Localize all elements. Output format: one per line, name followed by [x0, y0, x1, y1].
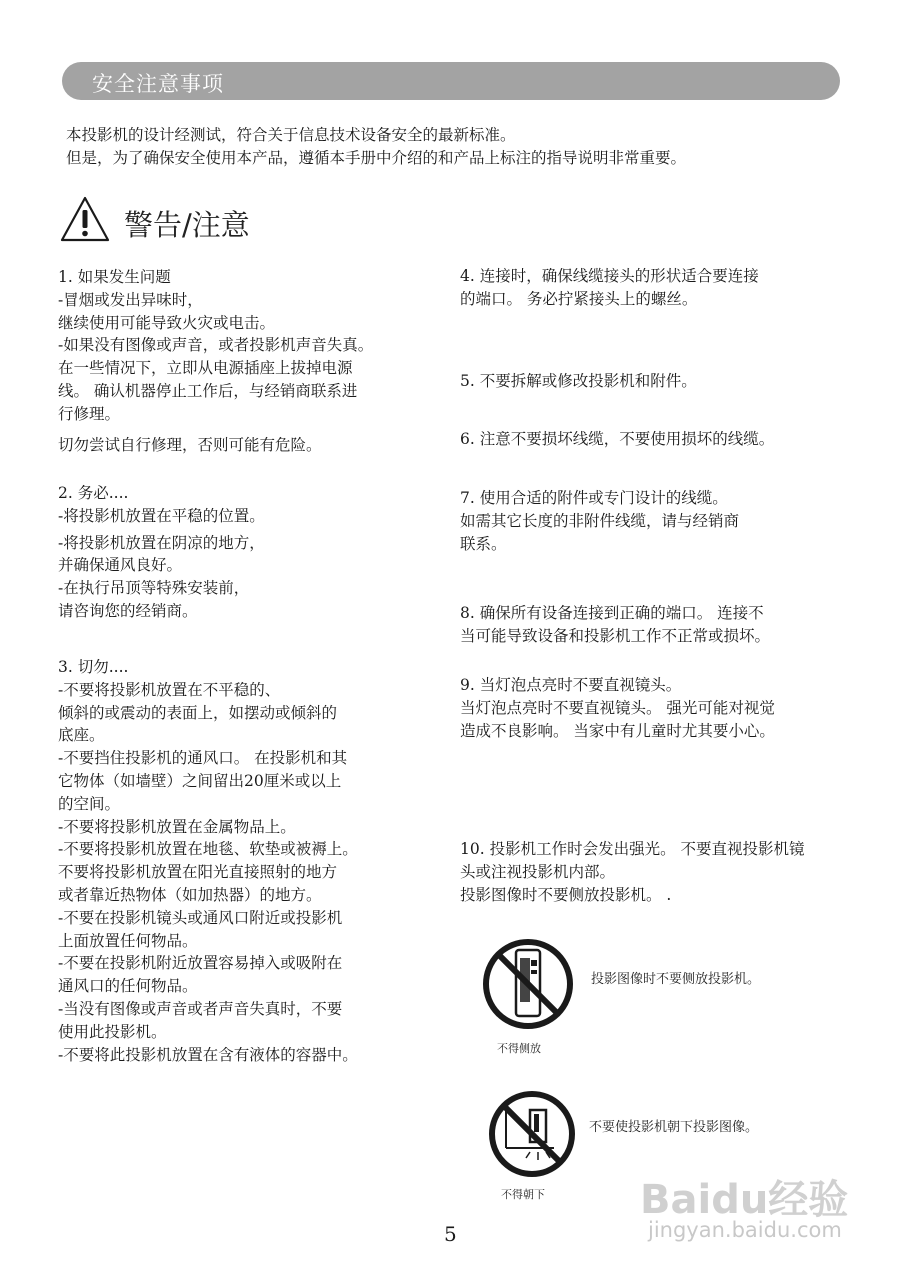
section-10	[460, 838, 805, 906]
intro-line: 但是，为了确保安全使用本产品，遵循本手册中介绍的和产品上标注的指导说明非常重要。	[66, 149, 687, 167]
text-line: 的空间。	[58, 794, 121, 813]
text-line: -如果没有图像或声音，或者投影机声音失真。	[58, 336, 374, 355]
text-line: 10. 投影机工作时会发出强光。 不要直视投影机镜	[460, 840, 805, 858]
figure-label: 不得侧放	[497, 1042, 541, 1055]
text-line: -不要将此投影机放置在含有液体的容器中。	[58, 1045, 358, 1064]
text-line: 使用此投影机。	[58, 1022, 167, 1041]
figure-caption: 不要使投影机朝下投影图像。	[589, 1120, 759, 1135]
text-line: 它物体（如墙壁）之间留出20厘米或以上	[58, 771, 342, 790]
text-line: -不要在投影机镜头或通风口附近或投影机	[58, 908, 343, 927]
text-line: 请咨询您的经销商。	[58, 601, 198, 620]
text-line: 线。 确认机器停止工作后，与经销商联系进	[58, 381, 358, 400]
text-line: 通风口的任何物品。	[58, 977, 198, 996]
warning-triangle-icon	[60, 196, 110, 242]
warning-title: 警告/注意	[124, 208, 250, 242]
text-line: -不要将投影机放置在金属物品上。	[58, 817, 296, 836]
text-line: 头或注视投影机内部。	[460, 862, 616, 881]
text-line: 并确保通风良好。	[58, 556, 183, 575]
figure-caption: 投影图像时不要侧放投影机。	[591, 972, 761, 987]
page-number: 5	[444, 1222, 457, 1246]
text-line: -不要挡住投影机的通风口。 在投影机和其	[58, 749, 348, 768]
text-line: 倾斜的或震动的表面上，如摆动或倾斜的	[58, 703, 338, 722]
text-line: 上面放置任何物品。	[58, 931, 198, 950]
text-line: 的端口。 务必拧紧接头上的螺丝。	[460, 289, 698, 308]
text-line: 底座。	[58, 726, 105, 745]
intro-line: 本投影机的设计经测试，符合关于信息技术设备安全的最新标准。	[66, 126, 516, 144]
text-line: 行修理。	[58, 404, 121, 423]
section-heading: 1. 如果发生问题	[58, 268, 171, 286]
text-line: 7. 使用合适的附件或专门设计的线缆。	[460, 489, 728, 507]
text-line: 4. 连接时，确保线缆接头的形状适合要连接	[460, 267, 759, 285]
section-3	[58, 656, 358, 1066]
text-line: -冒烟或发出异味时，	[58, 290, 203, 309]
text-line: 在一些情况下，立即从电源插座上拔掉电源	[58, 359, 353, 378]
section-4	[460, 265, 759, 311]
text-line: 当灯泡点亮时不要直视镜头。 强光可能对视觉	[460, 698, 775, 717]
text-line: 切勿尝试自行修理，否则可能有危险。	[58, 435, 322, 454]
text-line: 联系。	[460, 534, 507, 553]
section-heading: 2. 务必....	[58, 484, 129, 502]
section-5	[460, 370, 697, 393]
section-6	[460, 428, 774, 451]
no-downward-projection-icon	[486, 1088, 578, 1180]
section-heading: 3. 切勿....	[58, 658, 129, 676]
section-9	[460, 674, 775, 742]
text-line: -当没有图像或声音或者声音失真时，不要	[58, 999, 343, 1018]
text-line: 继续使用可能导致火灾或电击。	[58, 313, 276, 332]
text-line: -将投影机放置在平稳的位置。	[58, 506, 265, 525]
no-sideways-projector-icon	[480, 936, 576, 1032]
text-line: -不要在投影机附近放置容易掉入或吸附在	[58, 954, 343, 973]
text-line: 8. 确保所有设备连接到正确的端口。 连接不	[460, 604, 764, 622]
section-1	[58, 266, 373, 456]
intro-text	[66, 124, 686, 170]
watermark-logo: Baidu经验	[640, 1177, 849, 1223]
text-line: 5. 不要拆解或修改投影机和附件。	[460, 372, 697, 390]
text-line: 造成不良影响。 当家中有儿童时尤其要小心。	[460, 721, 775, 740]
figure-label: 不得朝下	[501, 1188, 545, 1201]
text-line: 或者靠近热物体（如加热器）的地方。	[58, 885, 322, 904]
text-line: -将投影机放置在阴凉的地方，	[58, 533, 265, 552]
text-line: 如需其它长度的非附件线缆，请与经销商	[460, 511, 740, 530]
section-8	[460, 602, 770, 648]
text-line: -不要将投影机放置在地毯、软垫或被褥上。	[58, 840, 358, 859]
section-2	[58, 482, 265, 623]
section-7	[460, 487, 739, 555]
watermark-url: jingyan.baidu.com	[648, 1218, 842, 1242]
text-line: -不要将投影机放置在不平稳的、	[58, 680, 281, 699]
text-line: 不要将投影机放置在阳光直接照射的地方	[58, 863, 338, 882]
section-title: 安全注意事项	[92, 72, 224, 96]
text-line: 当可能导致设备和投影机工作不正常或损坏。	[460, 626, 771, 645]
text-line: 9. 当灯泡点亮时不要直视镜头。	[460, 676, 682, 694]
text-line: 投影图像时不要侧放投影机。 .	[460, 885, 672, 904]
section-banner	[62, 62, 840, 100]
text-line: 6. 注意不要损坏线缆，不要使用损坏的线缆。	[460, 430, 775, 448]
text-line: -在执行吊顶等特殊安装前，	[58, 579, 250, 598]
